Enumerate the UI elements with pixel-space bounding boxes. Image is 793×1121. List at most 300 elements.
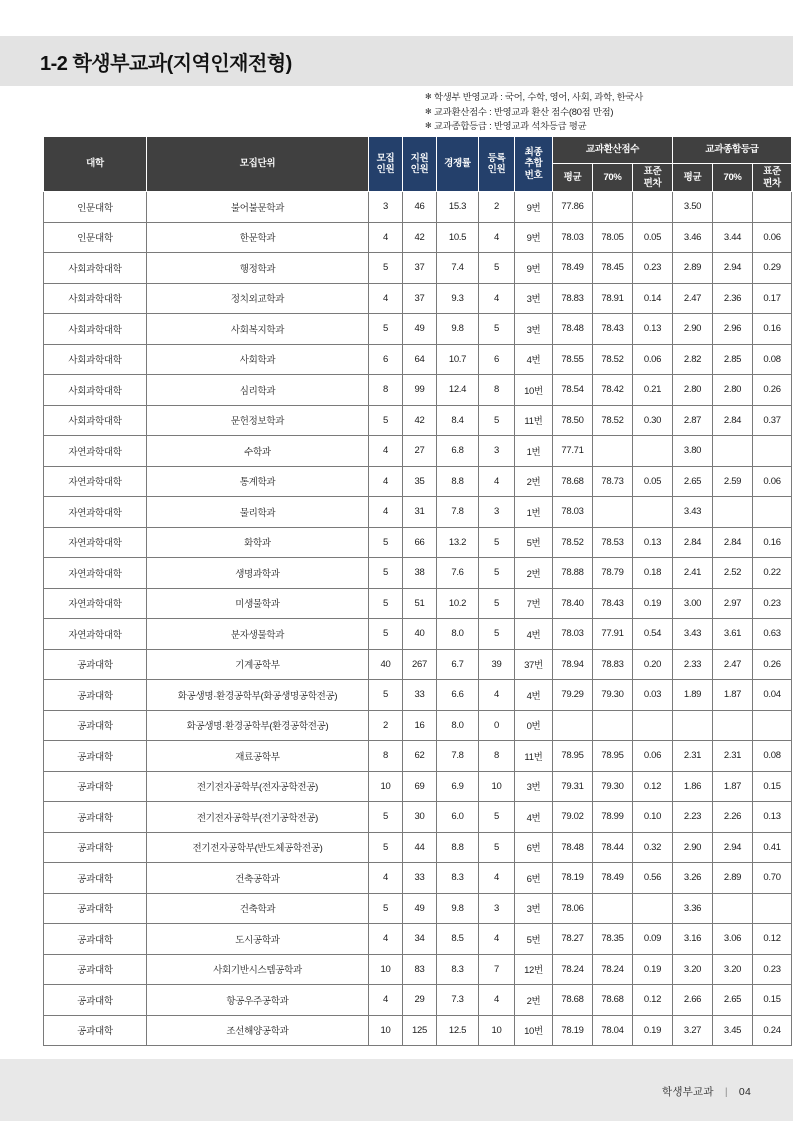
cell-grade-p70: 2.89: [713, 863, 753, 894]
cell-grade-average: 2.31: [673, 741, 713, 772]
cell-score-p70: 78.05: [593, 222, 633, 253]
cell-applied-count: 37: [403, 283, 437, 314]
cell-recruit-count: 40: [369, 649, 403, 680]
cell-applied-count: 30: [403, 802, 437, 833]
cell-grade-average: 2.89: [673, 253, 713, 284]
cell-final-waitlist: 9번: [515, 192, 553, 223]
th-score-sd-line1: 표준: [643, 166, 662, 177]
cell-final-waitlist: 11번: [515, 741, 553, 772]
table-row: [44, 436, 792, 467]
table-row: [44, 710, 792, 741]
cell-score-stddev: 0.14: [633, 283, 673, 314]
cell-university: 공과대학: [44, 771, 147, 802]
cell-grade-stddev: 0.24: [753, 1015, 792, 1046]
th-overall-grade-group: 교과종합등급: [673, 137, 792, 164]
cell-university: 공과대학: [44, 680, 147, 711]
cell-final-waitlist: 2번: [515, 985, 553, 1016]
cell-grade-p70: 2.47: [713, 649, 753, 680]
cell-applied-count: 34: [403, 924, 437, 955]
th-recruitment-unit: 모집단위: [147, 137, 369, 192]
cell-grade-average: 2.82: [673, 344, 713, 375]
cell-grade-stddev: 0.15: [753, 985, 792, 1016]
th-enrolled-line1: 등록: [487, 152, 506, 164]
cell-score-p70: 77.91: [593, 619, 633, 650]
cell-recruit-count: 5: [369, 832, 403, 863]
cell-grade-stddev: 0.41: [753, 832, 792, 863]
cell-enrolled-count: 5: [479, 253, 515, 284]
cell-recruit-count: 4: [369, 283, 403, 314]
th-recruit-line1: 모집: [376, 152, 395, 164]
th-final-waitlist-number: [515, 137, 553, 192]
table-row: [44, 619, 792, 650]
cell-grade-stddev: 0.16: [753, 527, 792, 558]
page-title: 1-2 학생부교과(지역인재전형): [40, 52, 292, 75]
table-row: [44, 680, 792, 711]
cell-recruit-count: 4: [369, 222, 403, 253]
cell-grade-p70: 1.87: [713, 771, 753, 802]
cell-score-stddev: 0.18: [633, 558, 673, 589]
table-row: [44, 192, 792, 223]
footer-label: 학생부교과: [662, 1086, 714, 1098]
cell-grade-average: 3.26: [673, 863, 713, 894]
cell-score-average: 78.68: [553, 985, 593, 1016]
cell-grade-stddev: 0.26: [753, 375, 792, 406]
cell-final-waitlist: 2번: [515, 466, 553, 497]
table-body: [44, 192, 792, 1046]
cell-recruit-count: 5: [369, 253, 403, 284]
cell-grade-p70: 2.59: [713, 466, 753, 497]
cell-score-p70: [593, 497, 633, 528]
cell-university: 사회과학대학: [44, 314, 147, 345]
cell-competition-ratio: 7.8: [437, 741, 479, 772]
cell-score-p70: 79.30: [593, 771, 633, 802]
cell-score-stddev: 0.54: [633, 619, 673, 650]
cell-score-stddev: 0.09: [633, 924, 673, 955]
cell-applied-count: 31: [403, 497, 437, 528]
cell-final-waitlist: 1번: [515, 436, 553, 467]
table-row: [44, 832, 792, 863]
cell-enrolled-count: 4: [479, 680, 515, 711]
th-recruit-line2: 인원: [376, 164, 395, 175]
cell-university: 자연과학대학: [44, 466, 147, 497]
th-enrolled-line2: 인원: [487, 164, 506, 175]
th-recruit-count: [369, 137, 403, 192]
table-row: [44, 802, 792, 833]
cell-grade-stddev: 0.04: [753, 680, 792, 711]
cell-recruitment-unit: 기계공학부: [147, 649, 369, 680]
cell-applied-count: 99: [403, 375, 437, 406]
cell-final-waitlist: 4번: [515, 802, 553, 833]
th-grade-stddev: [753, 164, 792, 192]
table-row: [44, 405, 792, 436]
cell-grade-stddev: 0.06: [753, 466, 792, 497]
cell-grade-average: 3.27: [673, 1015, 713, 1046]
note-item: [425, 105, 755, 120]
cell-score-stddev: 0.10: [633, 802, 673, 833]
cell-final-waitlist: 4번: [515, 680, 553, 711]
admissions-table-container: [43, 136, 781, 1046]
cell-applied-count: 267: [403, 649, 437, 680]
cell-applied-count: 83: [403, 954, 437, 985]
cell-competition-ratio: 7.3: [437, 985, 479, 1016]
cell-competition-ratio: 12.4: [437, 375, 479, 406]
cell-grade-average: 3.50: [673, 192, 713, 223]
note-item: [425, 90, 755, 105]
cell-enrolled-count: 3: [479, 893, 515, 924]
cell-grade-p70: 2.94: [713, 253, 753, 284]
cell-grade-average: 1.86: [673, 771, 713, 802]
cell-competition-ratio: 15.3: [437, 192, 479, 223]
cell-grade-average: 2.90: [673, 832, 713, 863]
cell-recruitment-unit: 생명과학과: [147, 558, 369, 589]
cell-score-stddev: [633, 893, 673, 924]
cell-score-average: 79.02: [553, 802, 593, 833]
cell-score-p70: 78.68: [593, 985, 633, 1016]
cell-grade-p70: 2.26: [713, 802, 753, 833]
cell-final-waitlist: 3번: [515, 283, 553, 314]
cell-final-waitlist: 6번: [515, 863, 553, 894]
cell-competition-ratio: 6.6: [437, 680, 479, 711]
cell-score-p70: 78.79: [593, 558, 633, 589]
cell-enrolled-count: 3: [479, 436, 515, 467]
cell-university: 사회과학대학: [44, 405, 147, 436]
cell-competition-ratio: 9.8: [437, 893, 479, 924]
note-text: 교과종합등급 : 반영교과 석차등급 평균: [434, 121, 587, 131]
cell-university: 사회과학대학: [44, 253, 147, 284]
cell-university: 공과대학: [44, 985, 147, 1016]
cell-final-waitlist: 9번: [515, 253, 553, 284]
cell-competition-ratio: 7.8: [437, 497, 479, 528]
th-converted-score-group: 교과환산점수: [553, 137, 673, 164]
notes-block: [425, 90, 755, 134]
cell-score-average: 78.49: [553, 253, 593, 284]
cell-score-stddev: [633, 192, 673, 223]
cell-final-waitlist: 0번: [515, 710, 553, 741]
th-final-line1: 최종: [524, 146, 543, 158]
cell-score-average: 78.48: [553, 832, 593, 863]
cell-recruitment-unit: 문헌정보학과: [147, 405, 369, 436]
cell-score-p70: 78.35: [593, 924, 633, 955]
table-row: [44, 985, 792, 1016]
cell-score-p70: 78.91: [593, 283, 633, 314]
cell-university: 사회과학대학: [44, 344, 147, 375]
cell-final-waitlist: 4번: [515, 344, 553, 375]
cell-final-waitlist: 5번: [515, 924, 553, 955]
cell-applied-count: 64: [403, 344, 437, 375]
cell-score-average: 78.48: [553, 314, 593, 345]
cell-grade-average: 3.16: [673, 924, 713, 955]
cell-university: 자연과학대학: [44, 527, 147, 558]
cell-enrolled-count: 5: [479, 588, 515, 619]
cell-applied-count: 29: [403, 985, 437, 1016]
cell-grade-average: 2.66: [673, 985, 713, 1016]
cell-university: 공과대학: [44, 863, 147, 894]
cell-grade-p70: 2.94: [713, 832, 753, 863]
cell-score-average: 77.86: [553, 192, 593, 223]
table-row: [44, 771, 792, 802]
th-applied-line2: 인원: [410, 164, 429, 175]
page-title-banner: [0, 36, 793, 86]
cell-recruit-count: 5: [369, 558, 403, 589]
cell-recruitment-unit: 도시공학과: [147, 924, 369, 955]
cell-university: 인문대학: [44, 222, 147, 253]
cell-recruitment-unit: 조선해양공학과: [147, 1015, 369, 1046]
cell-enrolled-count: 5: [479, 558, 515, 589]
cell-score-stddev: 0.13: [633, 314, 673, 345]
cell-score-average: 78.03: [553, 619, 593, 650]
th-final-line2: 추합: [524, 158, 543, 170]
cell-university: 인문대학: [44, 192, 147, 223]
bullet-icon: ✻: [425, 121, 432, 130]
cell-score-average: 78.55: [553, 344, 593, 375]
cell-score-average: 78.19: [553, 1015, 593, 1046]
cell-grade-stddev: 0.08: [753, 741, 792, 772]
cell-recruit-count: 4: [369, 497, 403, 528]
cell-grade-p70: [713, 893, 753, 924]
cell-grade-stddev: 0.23: [753, 588, 792, 619]
cell-university: 공과대학: [44, 893, 147, 924]
cell-university: 자연과학대학: [44, 558, 147, 589]
cell-score-p70: [593, 710, 633, 741]
th-applied-line1: 지원: [410, 152, 429, 164]
cell-grade-stddev: 0.13: [753, 802, 792, 833]
cell-grade-stddev: 0.06: [753, 222, 792, 253]
cell-applied-count: 27: [403, 436, 437, 467]
cell-competition-ratio: 8.3: [437, 954, 479, 985]
cell-score-stddev: 0.32: [633, 832, 673, 863]
th-grade-sd-line2: 편차: [763, 177, 781, 189]
cell-score-average: 78.40: [553, 588, 593, 619]
cell-score-stddev: 0.30: [633, 405, 673, 436]
cell-enrolled-count: 0: [479, 710, 515, 741]
th-grade-p70: 70%: [713, 164, 753, 192]
cell-score-stddev: 0.12: [633, 985, 673, 1016]
cell-final-waitlist: 10번: [515, 1015, 553, 1046]
cell-grade-stddev: 0.23: [753, 954, 792, 985]
cell-applied-count: 33: [403, 863, 437, 894]
cell-enrolled-count: 8: [479, 375, 515, 406]
cell-grade-stddev: 0.26: [753, 649, 792, 680]
cell-grade-average: [673, 710, 713, 741]
cell-recruit-count: 5: [369, 680, 403, 711]
cell-recruitment-unit: 불어불문학과: [147, 192, 369, 223]
cell-score-average: 78.54: [553, 375, 593, 406]
cell-recruitment-unit: 화공생명·환경공학부(환경공학전공): [147, 710, 369, 741]
cell-grade-stddev: 0.22: [753, 558, 792, 589]
cell-grade-p70: [713, 497, 753, 528]
cell-recruit-count: 5: [369, 893, 403, 924]
cell-enrolled-count: 10: [479, 1015, 515, 1046]
table-row: [44, 466, 792, 497]
cell-grade-average: 2.41: [673, 558, 713, 589]
table-row: [44, 253, 792, 284]
cell-score-average: 78.27: [553, 924, 593, 955]
cell-applied-count: 16: [403, 710, 437, 741]
cell-grade-p70: 2.84: [713, 527, 753, 558]
bullet-icon: ✻: [425, 92, 432, 101]
cell-score-stddev: 0.19: [633, 954, 673, 985]
table-header: [44, 137, 792, 192]
cell-score-average: 78.95: [553, 741, 593, 772]
cell-university: 공과대학: [44, 954, 147, 985]
cell-grade-p70: 2.31: [713, 741, 753, 772]
cell-score-p70: 78.24: [593, 954, 633, 985]
th-final-line3: 번호: [524, 169, 543, 181]
th-score-p70: 70%: [593, 164, 633, 192]
cell-grade-stddev: 0.16: [753, 314, 792, 345]
cell-competition-ratio: 8.5: [437, 924, 479, 955]
cell-competition-ratio: 9.8: [437, 314, 479, 345]
cell-score-p70: 78.73: [593, 466, 633, 497]
cell-score-stddev: 0.19: [633, 1015, 673, 1046]
cell-score-stddev: 0.13: [633, 527, 673, 558]
cell-grade-stddev: [753, 436, 792, 467]
cell-grade-stddev: [753, 497, 792, 528]
cell-recruit-count: 2: [369, 710, 403, 741]
cell-final-waitlist: 10번: [515, 375, 553, 406]
cell-enrolled-count: 5: [479, 314, 515, 345]
cell-final-waitlist: 5번: [515, 527, 553, 558]
table-row: [44, 741, 792, 772]
cell-applied-count: 33: [403, 680, 437, 711]
cell-score-stddev: [633, 497, 673, 528]
cell-final-waitlist: 12번: [515, 954, 553, 985]
cell-university: 공과대학: [44, 802, 147, 833]
cell-recruitment-unit: 한문학과: [147, 222, 369, 253]
cell-score-stddev: 0.23: [633, 253, 673, 284]
cell-grade-stddev: [753, 893, 792, 924]
cell-recruit-count: 5: [369, 619, 403, 650]
cell-recruitment-unit: 물리학과: [147, 497, 369, 528]
cell-applied-count: 38: [403, 558, 437, 589]
cell-recruitment-unit: 통계학과: [147, 466, 369, 497]
cell-recruit-count: 4: [369, 924, 403, 955]
bullet-icon: ✻: [425, 106, 432, 116]
footer: [662, 1084, 751, 1099]
cell-applied-count: 49: [403, 893, 437, 924]
table-row: [44, 314, 792, 345]
cell-final-waitlist: 7번: [515, 588, 553, 619]
cell-university: 자연과학대학: [44, 619, 147, 650]
cell-grade-p70: 3.61: [713, 619, 753, 650]
cell-score-p70: 78.83: [593, 649, 633, 680]
cell-enrolled-count: 5: [479, 832, 515, 863]
cell-grade-average: 3.80: [673, 436, 713, 467]
cell-score-stddev: 0.19: [633, 588, 673, 619]
cell-grade-stddev: 0.12: [753, 924, 792, 955]
cell-competition-ratio: 8.0: [437, 710, 479, 741]
cell-applied-count: 40: [403, 619, 437, 650]
cell-recruitment-unit: 사회학과: [147, 344, 369, 375]
cell-applied-count: 51: [403, 588, 437, 619]
cell-applied-count: 37: [403, 253, 437, 284]
cell-score-average: 78.03: [553, 222, 593, 253]
cell-grade-p70: 2.52: [713, 558, 753, 589]
cell-grade-average: 3.43: [673, 619, 713, 650]
cell-score-stddev: 0.03: [633, 680, 673, 711]
cell-recruitment-unit: 전기전자공학부(전자공학전공): [147, 771, 369, 802]
cell-recruitment-unit: 전기전자공학부(반도체공학전공): [147, 832, 369, 863]
cell-recruit-count: 10: [369, 1015, 403, 1046]
cell-enrolled-count: 5: [479, 527, 515, 558]
cell-recruitment-unit: 건축공학과: [147, 863, 369, 894]
cell-recruitment-unit: 심리학과: [147, 375, 369, 406]
cell-grade-average: 2.23: [673, 802, 713, 833]
cell-university: 사회과학대학: [44, 283, 147, 314]
th-score-stddev: [633, 164, 673, 192]
cell-score-average: [553, 710, 593, 741]
cell-university: 자연과학대학: [44, 497, 147, 528]
cell-enrolled-count: 4: [479, 222, 515, 253]
th-university: 대학: [44, 137, 147, 192]
cell-competition-ratio: 6.7: [437, 649, 479, 680]
cell-university: 자연과학대학: [44, 588, 147, 619]
cell-applied-count: 46: [403, 192, 437, 223]
cell-grade-stddev: 0.70: [753, 863, 792, 894]
cell-competition-ratio: 8.4: [437, 405, 479, 436]
cell-university: 공과대학: [44, 832, 147, 863]
cell-recruitment-unit: 화학과: [147, 527, 369, 558]
cell-recruitment-unit: 건축학과: [147, 893, 369, 924]
cell-applied-count: 42: [403, 222, 437, 253]
table-row: [44, 954, 792, 985]
cell-score-stddev: 0.21: [633, 375, 673, 406]
cell-score-average: 78.68: [553, 466, 593, 497]
cell-applied-count: 44: [403, 832, 437, 863]
cell-grade-p70: 2.85: [713, 344, 753, 375]
table-row: [44, 649, 792, 680]
cell-grade-average: 2.87: [673, 405, 713, 436]
cell-grade-average: 3.36: [673, 893, 713, 924]
cell-score-p70: [593, 436, 633, 467]
cell-score-p70: 78.44: [593, 832, 633, 863]
cell-competition-ratio: 10.7: [437, 344, 479, 375]
table-row: [44, 588, 792, 619]
cell-score-p70: 78.49: [593, 863, 633, 894]
cell-grade-stddev: 0.08: [753, 344, 792, 375]
table-row: [44, 924, 792, 955]
cell-university: 공과대학: [44, 924, 147, 955]
cell-score-average: 78.06: [553, 893, 593, 924]
cell-score-p70: 78.53: [593, 527, 633, 558]
cell-competition-ratio: 6.0: [437, 802, 479, 833]
cell-grade-average: 2.65: [673, 466, 713, 497]
cell-score-average: 78.50: [553, 405, 593, 436]
cell-grade-p70: 2.36: [713, 283, 753, 314]
cell-recruitment-unit: 행정학과: [147, 253, 369, 284]
cell-grade-stddev: 0.37: [753, 405, 792, 436]
note-text: 교과환산점수 : 반영교과 환산 점수(80점 만점): [434, 106, 614, 117]
cell-score-stddev: [633, 436, 673, 467]
cell-score-stddev: 0.05: [633, 222, 673, 253]
cell-recruit-count: 5: [369, 527, 403, 558]
cell-grade-p70: 2.80: [713, 375, 753, 406]
th-grade-sd-line1: 표준: [763, 166, 781, 177]
cell-score-stddev: [633, 710, 673, 741]
cell-competition-ratio: 13.2: [437, 527, 479, 558]
cell-enrolled-count: 4: [479, 466, 515, 497]
cell-score-p70: [593, 192, 633, 223]
cell-recruit-count: 5: [369, 405, 403, 436]
cell-score-p70: 78.42: [593, 375, 633, 406]
cell-grade-average: 2.84: [673, 527, 713, 558]
cell-applied-count: 125: [403, 1015, 437, 1046]
cell-university: 공과대학: [44, 741, 147, 772]
cell-grade-average: 2.33: [673, 649, 713, 680]
cell-competition-ratio: 8.8: [437, 466, 479, 497]
table-header-row-1: [44, 137, 792, 164]
cell-enrolled-count: 4: [479, 924, 515, 955]
